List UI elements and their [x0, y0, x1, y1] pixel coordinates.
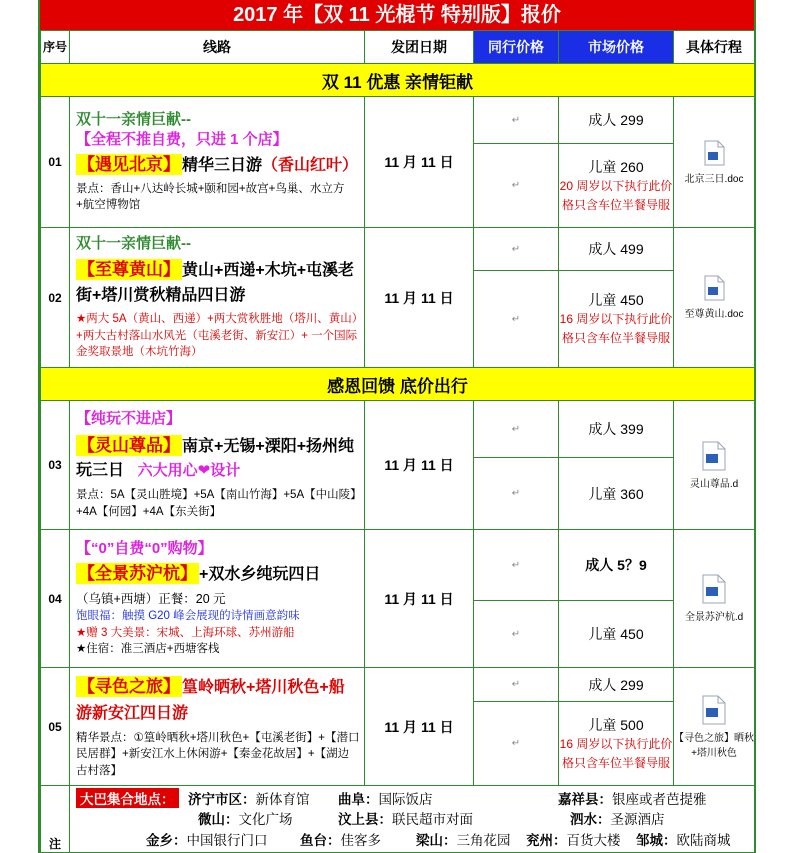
doc-file-icon	[701, 574, 727, 604]
route-highlight: 【至尊黄山】	[78, 260, 180, 280]
market-price-adult: 成人 299	[559, 97, 674, 144]
route-cell	[70, 530, 365, 668]
header-date: 发团日期	[365, 31, 474, 64]
meeting-place: 文化广场	[238, 812, 293, 827]
route-cell	[70, 97, 365, 228]
header-seq: 序号	[41, 31, 70, 64]
market-price-child: 儿童 360	[559, 458, 674, 530]
market-price-child: 儿童 500	[588, 716, 644, 733]
depart-date: 11 月 11 日	[365, 530, 474, 668]
meeting-place: 新体育馆	[255, 792, 310, 807]
meeting-city: 微山：	[198, 812, 239, 827]
route-highlight: 【寻色之旅】	[78, 677, 180, 697]
row-index: 05	[41, 668, 70, 786]
doc-name: 【寻色之旅】晒秋+塔川秋色	[674, 732, 754, 759]
table-header	[41, 31, 755, 64]
market-price-child: 儿童 450	[588, 292, 644, 309]
itinerary-doc[interactable]	[674, 97, 755, 228]
route-detail: 景点：香山+八达岭长城+颐和园+故宫+鸟巢、水立方+航空博物馆	[76, 182, 345, 212]
doc-file-icon	[703, 140, 725, 166]
row-index: 04	[41, 530, 70, 668]
peer-price-adult: ↵	[474, 401, 559, 458]
itinerary-doc[interactable]	[674, 530, 755, 668]
route-highlight: 【灵山尊品】	[78, 435, 180, 455]
meeting-place: 圣源酒店	[610, 812, 665, 827]
meeting-city: 济宁市区：	[188, 792, 256, 807]
meeting-city: 曲阜：	[338, 792, 379, 807]
doc-file-icon	[701, 695, 727, 725]
route-detail-3: ★住宿：准三酒店+西塘客栈	[76, 643, 220, 656]
route-detail: ★两大 5A（黄山、西递）+两大赏秋胜地（塔川、黄山）+两大古村落山水风光（屯溪老街、新安江）+ 一个国际金奖取景地（木坑竹海）	[76, 312, 358, 359]
depart-date: 11 月 11 日	[365, 228, 474, 368]
route-line1: 双十一亲情巨献--	[76, 111, 191, 129]
peer-price-child: ↵	[474, 458, 559, 530]
route-detail: 景点：5A【灵山胜境】+5A【南山竹海】+5A【中山陵】+4A【何园】+4A【东关街】	[76, 489, 356, 518]
peer-price-adult: ↵	[474, 530, 559, 601]
peer-price-adult: ↵	[474, 668, 559, 702]
page-title: 2017 年【双 11 光棍节 特别版】报价	[40, 0, 754, 30]
market-price-adult: 成人 5？9	[559, 530, 674, 601]
table-row	[41, 97, 755, 144]
doc-file-icon	[701, 441, 727, 471]
itinerary-doc[interactable]	[674, 668, 755, 786]
meeting-place: 三角花园	[456, 833, 511, 848]
table-row	[41, 401, 755, 458]
meeting-city: 邹城：	[636, 833, 677, 848]
price-sheet	[40, 0, 754, 853]
header-itinerary: 具体行程	[674, 31, 755, 64]
market-price-adult: 成人 299	[559, 668, 674, 702]
price-note: 20 周岁以下执行此价格只含车位半餐导服	[559, 178, 673, 212]
route-name: 篁岭晒秋+塔川秋色+船游新安江四日游	[76, 679, 345, 722]
doc-file-icon	[703, 275, 725, 301]
market-price-child-cell	[559, 144, 674, 228]
depart-date: 11 月 11 日	[365, 97, 474, 228]
meeting-row	[41, 786, 755, 853]
price-note: 16 周岁以下执行此价格只含车位半餐导服	[559, 736, 673, 770]
route-highlight: 【全景苏沪杭】	[78, 564, 197, 584]
route-cell	[70, 228, 365, 368]
market-price-child: 儿童 260	[588, 158, 644, 175]
doc-name: 至尊黄山.doc	[684, 309, 744, 320]
route-detail-1: 饱眼福：触摸 G20 峰会展现的诗情画意韵味	[76, 610, 300, 623]
depart-date: 11 月 11 日	[365, 668, 474, 786]
doc-name: 北京三日.doc	[684, 173, 744, 185]
route-line1: 【“0”自费“0”购物】	[76, 539, 213, 557]
peer-price-adult: ↵	[474, 228, 559, 271]
route-name-extra: 六大用心❤设计	[137, 462, 241, 480]
route-sub: （乌镇+西塘）正餐：20 元	[76, 592, 226, 607]
market-price-adult: 成人 399	[559, 401, 674, 458]
route-line2: 【全程不推自费，只进 1 个店】	[76, 131, 288, 149]
market-price-child-cell	[559, 271, 674, 368]
header-route: 线路	[70, 31, 365, 64]
section-band-1: 双 11 优惠 亲情钜献	[41, 64, 755, 97]
meeting-place: 欧陆商城	[676, 833, 731, 848]
meeting-city: 鱼台：	[300, 833, 341, 848]
meeting-city: 兖州：	[526, 833, 567, 848]
route-detail-2: ★赠 3 大美景：宋城、上海环球、苏州游船	[76, 626, 295, 639]
peer-price-child: ↵	[474, 271, 559, 368]
row-index: 02	[41, 228, 70, 368]
meeting-city: 汶上县：	[338, 812, 392, 827]
meeting-points	[70, 786, 755, 853]
route-name: 南京+无锡+溧阳+扬州纯玩三日	[76, 437, 355, 480]
route-cell	[70, 668, 365, 786]
meeting-label: 大巴集合地点：	[76, 788, 179, 808]
table-row	[41, 668, 755, 702]
meeting-city: 金乡：	[146, 833, 187, 848]
meeting-place: 联民超市对面	[392, 812, 473, 827]
route-detail: 精华景点：①篁岭晒秋+塔川秋色+【屯溪老街】+【潜口民居群】+新安江水上休闲游+【秦金花故居】+【湖边古村落】	[76, 731, 360, 777]
peer-price-child: ↵	[474, 702, 559, 786]
price-note: 16 周岁以下执行此价格只含车位半餐导服	[559, 312, 673, 345]
doc-name: 全景苏沪杭.d	[684, 612, 744, 623]
route-line1: 【纯玩不进店】	[76, 410, 182, 428]
meeting-place: 银座或者芭提雅	[612, 792, 707, 807]
peer-price-child: ↵	[474, 144, 559, 228]
doc-name: 灵山尊品.d	[689, 478, 739, 490]
header-market-price: 市场价格	[559, 31, 674, 64]
itinerary-doc[interactable]	[674, 228, 755, 368]
meeting-place: 中国银行门口	[186, 833, 268, 848]
meeting-city: 嘉祥县：	[558, 792, 612, 807]
header-peer-price: 同行价格	[474, 31, 559, 64]
route-line1: 双十一亲情巨献--	[76, 235, 191, 253]
price-table	[40, 30, 755, 853]
route-name: 精华三日游	[182, 156, 263, 174]
meeting-city: 梁山：	[416, 833, 457, 848]
market-price-child-cell	[559, 702, 674, 786]
route-name: +双水乡纯玩四日	[199, 566, 321, 584]
meeting-side-char: 注	[41, 786, 70, 853]
market-price-child: 儿童 450	[559, 601, 674, 668]
section-band-2: 感恩回馈 底价出行	[41, 368, 755, 401]
market-price-adult: 成人 499	[559, 228, 674, 271]
meeting-place: 国际饭店	[378, 792, 433, 807]
depart-date: 11 月 11 日	[365, 401, 474, 530]
table-row	[41, 530, 755, 601]
peer-price-child: ↵	[474, 601, 559, 668]
table-row	[41, 228, 755, 271]
route-name: 黄山+西递+木坑+屯溪老街+塔川赏秋精品四日游	[76, 262, 355, 305]
meeting-place: 佳客多	[340, 833, 381, 848]
row-index: 01	[41, 97, 70, 228]
peer-price-adult: ↵	[474, 97, 559, 144]
row-index: 03	[41, 401, 70, 530]
route-name-extra: （香山红叶）	[262, 156, 359, 174]
meeting-city: 泗水：	[570, 812, 611, 827]
route-cell	[70, 401, 365, 530]
meeting-place: 百货大楼	[566, 833, 621, 848]
itinerary-doc[interactable]	[674, 401, 755, 530]
route-highlight: 【遇见北京】	[78, 154, 180, 174]
